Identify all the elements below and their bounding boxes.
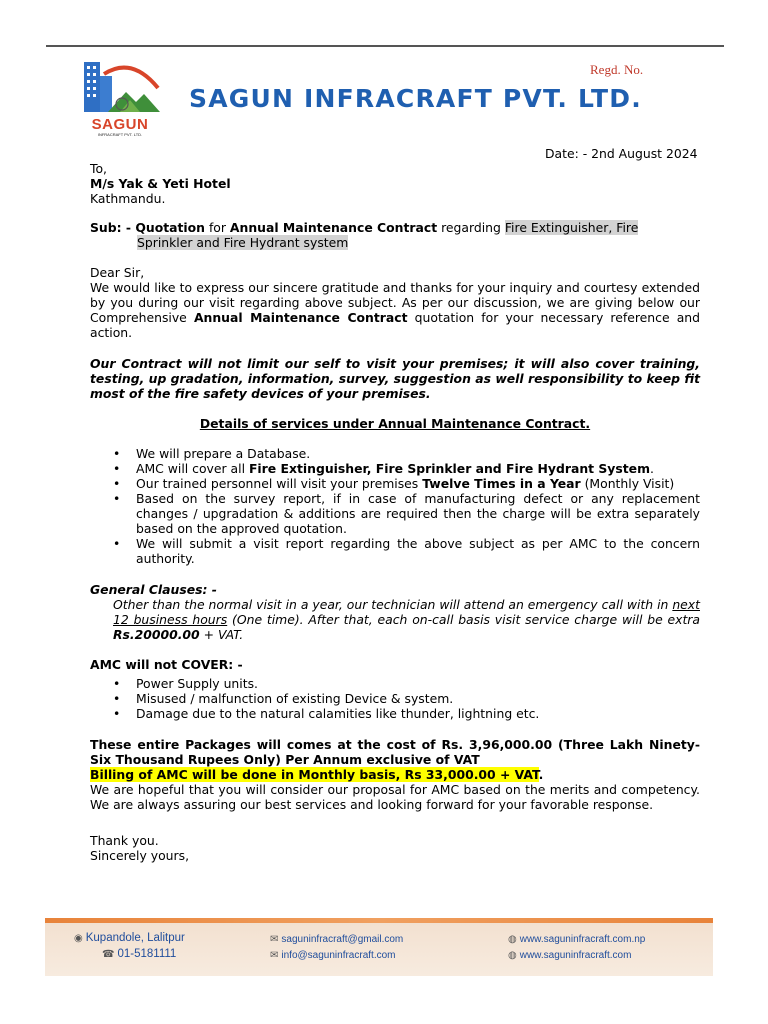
list-item: • We will prepare a Database. (90, 446, 700, 461)
package-price: These entire Packages will comes at the cost of Rs. 3,96,000.00 (Three Lakh Ninety-Six Thousand Rupees Only) Per Annum exclusive of VAT (90, 737, 700, 767)
registration-label: Regd. No. (590, 62, 644, 77)
salutation: Dear Sir, (90, 265, 145, 280)
letter-date: Date: - 2nd August 2024 (545, 146, 698, 161)
footer-address: ◉ Kupandole, Lalitpur (74, 932, 185, 944)
list-item: • Power Supply units. (90, 676, 700, 691)
subject-bold1: Quotation (135, 220, 205, 235)
mail-icon: ✉ (270, 934, 279, 945)
not-cover-heading: AMC will not COVER: - (90, 657, 243, 672)
contract-statement: Our Contract will not limit our self to visit your premises; it will also cover training, testing, up gradation, information, survey, suggestion as well responsibility to keep fit most of the fire safety devices of your premises. (90, 356, 700, 401)
thank-you: Thank you. (90, 833, 159, 848)
subject-highlight1: Fire Extinguisher, Fire (504, 220, 639, 235)
list-item: • Based on the survey report, if in case of manufacturing defect or any replacement changes / upgradation & additions are required then the charge will be extra separately based on the approved quotation. (90, 491, 700, 536)
recipient-to: To, (90, 161, 107, 176)
location-icon: ◉ (74, 933, 83, 944)
logo-subtext: INFRACRAFT PVT. LTD. (97, 132, 143, 137)
footer-email-2[interactable]: ✉ info@saguninfracraft.com (270, 950, 396, 961)
closing-paragraph: We are hopeful that you will consider our proposal for AMC based on the merits and competency. We are always assuring our best services and looking forward for your favorable response. (90, 782, 700, 812)
logo-wordmark: SAGUN (91, 116, 149, 133)
services-list (90, 446, 700, 566)
recipient-name: M/s Yak & Yeti Hotel (90, 176, 231, 191)
list-item: • AMC will cover all Fire Extinguisher, Fire Sprinkler and Fire Hydrant System. (90, 461, 700, 476)
list-item: • Damage due to the natural calamities like thunder, lightning etc. (90, 706, 700, 721)
underlined-hours: next 12 business hours (113, 597, 700, 627)
list-item: • We will submit a visit report regarding the above subject as per AMC to the concern authority. (90, 536, 700, 566)
list-item: • Our trained personnel will visit your premises Twelve Times in a Year (Monthly Visit) (90, 476, 700, 491)
subject-mid1: for (205, 220, 230, 235)
subject-label: Sub: - (90, 220, 136, 235)
footer-email-1[interactable]: ✉ saguninfracraft@gmail.com (270, 934, 404, 945)
intro-part2: quotation for your necessary reference and action. (90, 310, 701, 340)
mail-icon: ✉ (270, 950, 279, 961)
footer-web-1[interactable]: ◍ www.saguninfracraft.com.np (508, 934, 646, 945)
list-item: • Misused / malfunction of existing Device & system. (90, 691, 700, 706)
subject-bold2: Annual Maintenance Contract (229, 220, 438, 235)
globe-icon: ◍ (508, 950, 517, 961)
footer-accent-bar (45, 918, 713, 923)
recipient-block (90, 161, 231, 206)
company-name: SAGUN INFRACRAFT PVT. LTD. (189, 84, 642, 113)
footer-band (45, 918, 713, 976)
intro-part1: We would like to express our sincere gratitude and thanks for your inquiry and courtesy extended by you during our visit regarding above subject. As per our discussion, we are giving below our Comprehensive (90, 280, 700, 325)
subject-mid2: regarding (437, 220, 505, 235)
general-clauses-heading: General Clauses: - (90, 582, 217, 597)
general-clauses-body: Other than the normal visit in a year, our technician will attend an emergency call with in next 12 business hours (One time). After that, each on-call basis visit service charge will be extra Rs.20000.00 + VAT. (113, 597, 700, 642)
billing-line: Billing of AMC will be done in Monthly basis, Rs 33,000.00 + VAT. (90, 767, 544, 782)
signoff: Sincerely yours, (90, 848, 190, 863)
footer-phone: ☎ 01-5181111 (102, 948, 177, 960)
not-cover-list (90, 676, 700, 721)
billing-highlight: Billing of AMC will be done in Monthly basis, Rs 33,000.00 + VAT (90, 767, 539, 782)
phone-icon: ☎ (102, 949, 115, 960)
subject-highlight2: Sprinkler and Fire Hydrant system (137, 235, 349, 250)
footer-web-2[interactable]: ◍ www.saguninfracraft.com (508, 950, 632, 961)
globe-icon: ◍ (508, 934, 517, 945)
intro-bold: Annual Maintenance Contract (193, 310, 408, 325)
subject-line (90, 220, 710, 250)
services-heading: Details of services under Annual Maintenance Contract. (199, 416, 591, 431)
header-divider (46, 45, 724, 47)
oncall-charge: Rs.20000.00 (113, 627, 200, 642)
recipient-city: Kathmandu. (90, 191, 166, 206)
intro-paragraph (90, 280, 700, 340)
